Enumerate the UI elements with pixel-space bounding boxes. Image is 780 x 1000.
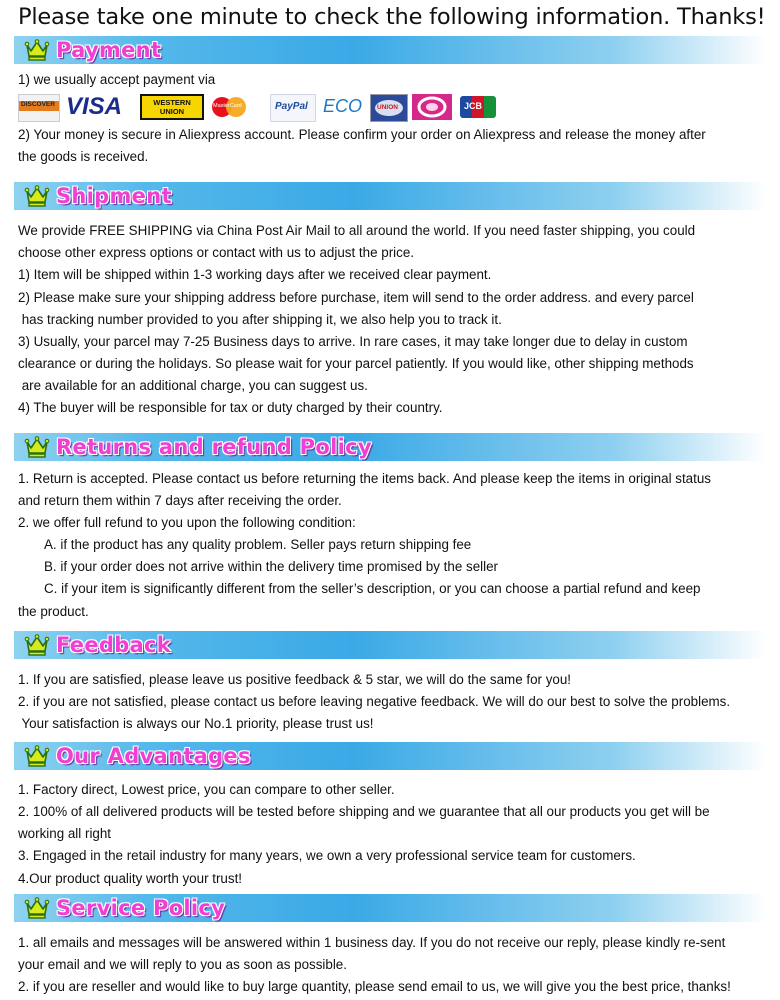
service-line: your email and we will reply to you as soon as possible. bbox=[18, 957, 347, 972]
returns-line: the product. bbox=[18, 604, 89, 619]
service-banner bbox=[14, 894, 766, 922]
service-line: 1. all emails and messages will be answered within 1 business day. If you do not receive our reply, please kindly re-sent bbox=[18, 935, 726, 950]
crown-icon bbox=[24, 634, 50, 656]
shipment-line: are available for an additional charge, you can suggest us. bbox=[18, 378, 368, 393]
jcb-logo: JCB bbox=[458, 94, 498, 120]
returns-condition: B. if your order does not arrive within the delivery time promised by the seller bbox=[44, 559, 498, 574]
unionpay-logo: UNION bbox=[370, 94, 408, 122]
advantages-line: 3. Engaged in the retail industry for many years, we own a very professional service team for customers. bbox=[18, 848, 636, 863]
payment-heading: Payment bbox=[56, 38, 162, 62]
payment-intro: 1) we usually accept payment via bbox=[18, 72, 216, 87]
feedback-line: Your satisfaction is always our No.1 priority, please trust us! bbox=[18, 716, 374, 731]
shipment-line: 4) The buyer will be responsible for tax or duty charged by their country. bbox=[18, 400, 443, 415]
shipment-line: choose other express options or contact with us to adjust the price. bbox=[18, 245, 414, 260]
crown-icon bbox=[24, 897, 50, 919]
shipment-line: We provide FREE SHIPPING via China Post Air Mail to all around the world. If you need faster shipping, you could bbox=[18, 223, 696, 238]
service-line: 2. if you are reseller and would like to buy large quantity, please send email to us, we will give you the best price, thanks! bbox=[18, 979, 731, 994]
feedback-banner bbox=[14, 631, 766, 659]
shipment-banner bbox=[14, 182, 766, 210]
advantages-line: 1. Factory direct, Lowest price, you can compare to other seller. bbox=[18, 782, 395, 797]
eco-logo: ECO bbox=[323, 96, 363, 116]
returns-condition: A. if the product has any quality problem. Seller pays return shipping fee bbox=[44, 537, 472, 552]
shipment-line: 2) Please make sure your shipping address before purchase, item will send to the order address. and every parcel bbox=[18, 290, 694, 305]
western-union-logo: WESTERN UNION bbox=[140, 94, 204, 120]
returns-banner bbox=[14, 433, 766, 461]
advantages-line: 4.Our product quality worth your trust! bbox=[18, 871, 243, 886]
crown-icon bbox=[24, 39, 50, 61]
paypal-logo: PayPal bbox=[270, 94, 316, 122]
feedback-line: 2. if you are not satisfied, please contact us before leaving negative feedback. We will do our best to solve the problems. bbox=[18, 694, 731, 709]
shipment-line: has tracking number provided to you after shipping it, we also help you to track it. bbox=[18, 312, 502, 327]
shipment-line: 3) Usually, your parcel may 7-25 Business days to arrive. In rare cases, it may take longer due to delay in custom bbox=[18, 334, 688, 349]
advantages-line: working all right bbox=[18, 826, 112, 841]
shipment-line: clearance or during the holidays. So please wait for your parcel patiently. If you would like, other shipping methods bbox=[18, 356, 694, 371]
returns-line: and return them within 7 days after receiving the order. bbox=[18, 493, 342, 508]
advantages-line: 2. 100% of all delivered products will be tested before shipping and we guarantee that all our products you get will be bbox=[18, 804, 710, 819]
mastercard-logo: MasterCard bbox=[210, 94, 254, 120]
shipment-line: 1) Item will be shipped within 1-3 working days after we received clear payment. bbox=[18, 267, 492, 282]
shipment-heading: Shipment bbox=[56, 184, 172, 208]
crown-icon bbox=[24, 185, 50, 207]
crown-icon bbox=[24, 436, 50, 458]
page-title: Please take one minute to check the following information. Thanks! bbox=[18, 4, 766, 30]
returns-line: 2. we offer full refund to you upon the following condition: bbox=[18, 515, 356, 530]
returns-line: 1. Return is accepted. Please contact us before returning the items back. And please keep the items in original status bbox=[18, 471, 711, 486]
payment-banner bbox=[14, 36, 766, 64]
advantages-banner bbox=[14, 742, 766, 770]
advantages-heading: Our Advantages bbox=[56, 744, 251, 768]
service-heading: Service Policy bbox=[56, 896, 226, 920]
swirl-icon bbox=[412, 94, 452, 120]
returns-heading: Returns and refund Policy bbox=[56, 435, 372, 459]
feedback-heading: Feedback bbox=[56, 633, 172, 657]
payment-line: the goods is received. bbox=[18, 149, 149, 164]
pink-swirl-logo bbox=[412, 94, 452, 120]
crown-icon bbox=[24, 745, 50, 767]
payment-methods bbox=[18, 94, 538, 122]
returns-condition: C. if your item is significantly different from the seller’s description, or you can choose a partial refund and keep bbox=[44, 581, 701, 596]
visa-card-logo: VISA bbox=[66, 93, 123, 120]
payment-line: 2) Your money is secure in Aliexpress account. Please confirm your order on Aliexpress and release the money after bbox=[18, 127, 706, 142]
discover-card-logo: DISCOVER bbox=[18, 94, 60, 122]
feedback-line: 1. If you are satisfied, please leave us positive feedback & 5 star, we will do the same for you! bbox=[18, 672, 572, 687]
